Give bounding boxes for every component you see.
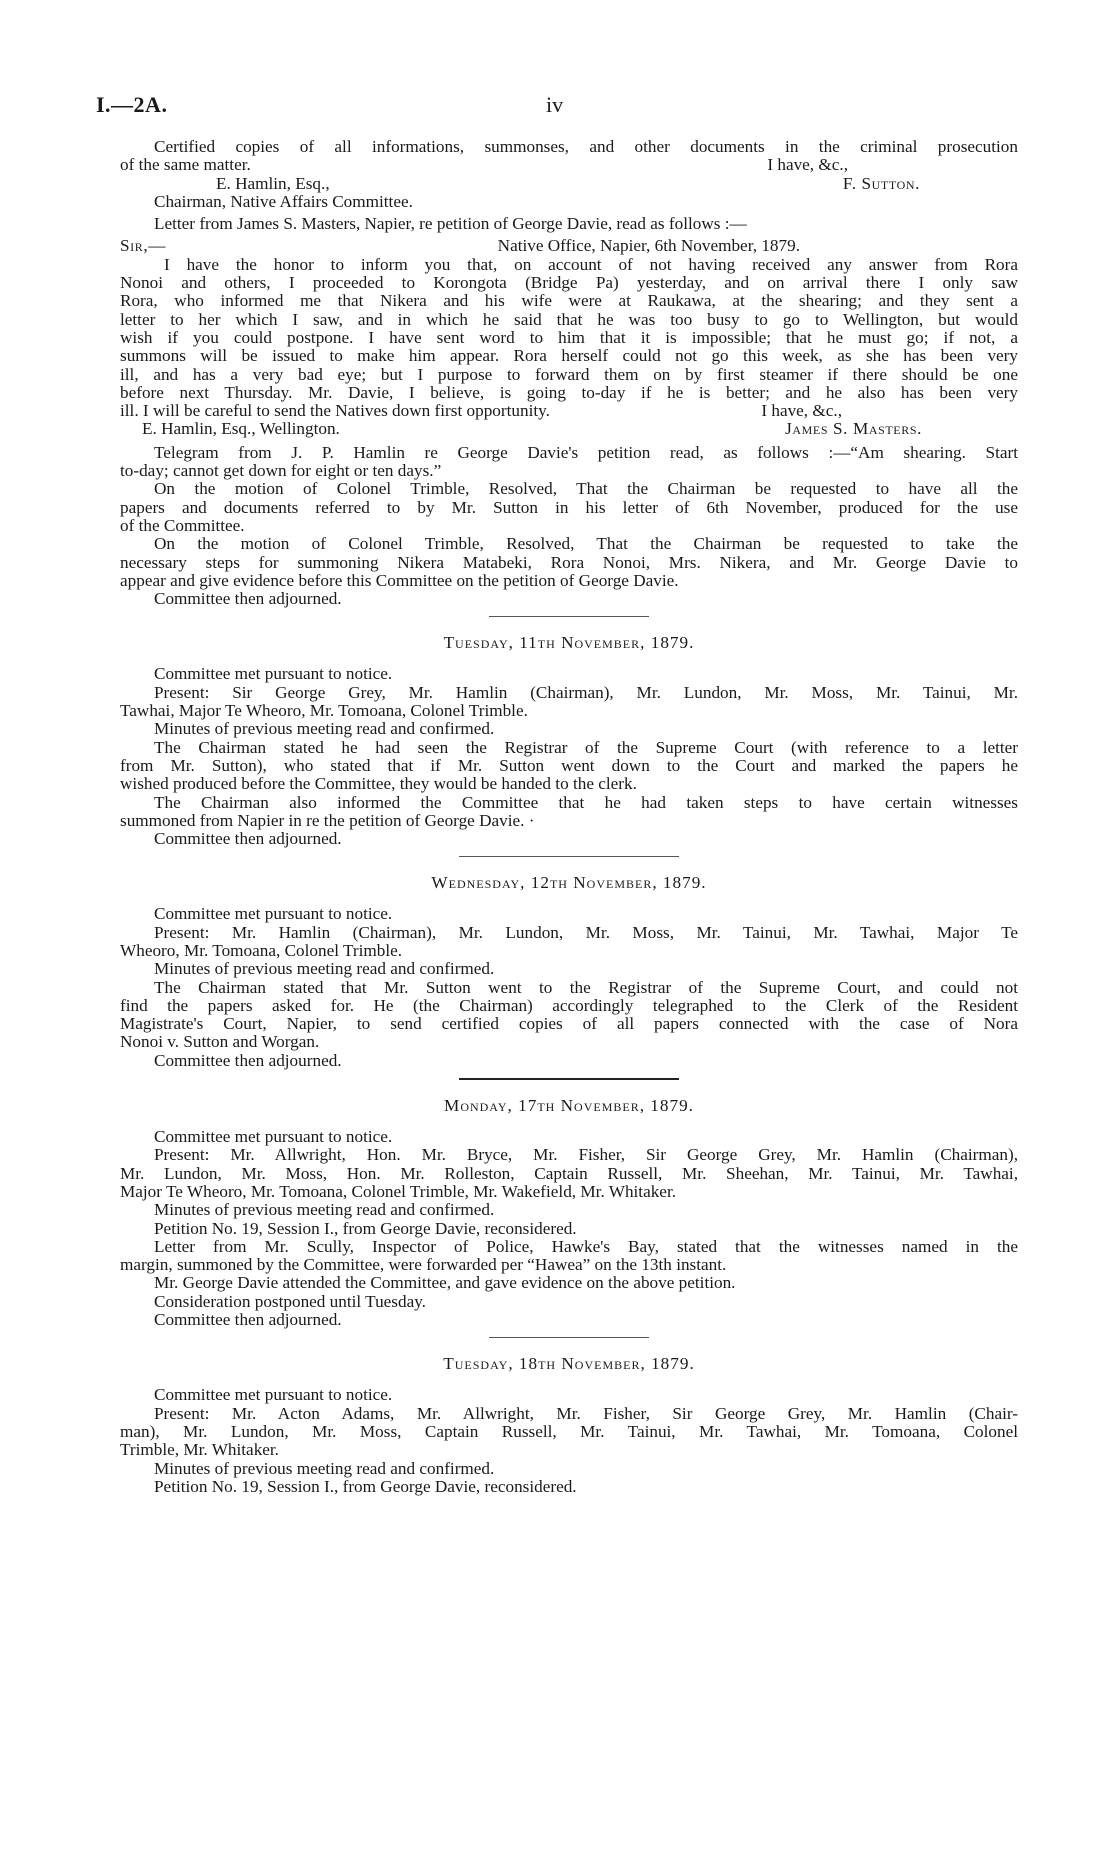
paragraph-line: [120, 175, 1018, 193]
present-line: man), Mr. Lundon, Mr. Moss, Captain Russell, Mr. Tainui, Mr. Tawhai, Mr. Tomoana, Colonel: [120, 1422, 1018, 1441]
motion-line: On the motion of Colonel Trimble, Resolved, That the Chairman be requested to have all the: [154, 480, 1018, 499]
section-heading: Wednesday, 12th November, 1879.: [431, 873, 707, 893]
adjourned-line: Committee then adjourned.: [154, 1050, 342, 1070]
paragraph-line: Committee met pursuant to notice.: [154, 1385, 393, 1405]
paragraph-line: find the papers asked for. He (the Chairman) accordingly telegraphed to the Clerk of the Resident: [120, 996, 1018, 1015]
section-heading: Monday, 17th November, 1879.: [444, 1096, 694, 1116]
paragraph-line: Nonoi v. Sutton and Worgan.: [120, 1032, 320, 1052]
letter-line: wish if you could postpone. I have sent word to him that it is impossible; that he must go; if not, a: [120, 328, 1018, 347]
paragraph-line: Minutes of previous meeting read and confirmed.: [154, 1200, 495, 1220]
signature: F. Sutton.: [842, 173, 920, 193]
paragraph-line: to-day; cannot get down for eight or ten days.”: [120, 461, 442, 481]
closing: I have, &c.,: [761, 401, 842, 421]
section-divider: [489, 1337, 649, 1338]
paragraph-line: wished produced before the Committee, they would be handed to the clerk.: [120, 774, 637, 794]
page-number: iv: [546, 92, 564, 117]
addressee: E. Hamlin, Esq.,: [216, 173, 330, 193]
paragraph-line: The Chairman stated that Mr. Sutton went to the Registrar of the Supreme Court, and could not: [154, 978, 1018, 997]
letter-line: I have the honor to inform you that, on account of not having received any answer from Rora: [164, 255, 1018, 274]
motion-line: of the Committee.: [120, 515, 245, 535]
motion-line: On the motion of Colonel Trimble, Resolved, That the Chairman be requested to take the: [154, 535, 1018, 554]
letter-line: letter to her which I saw, and in which he said that he was too busy to go to Wellington, but would: [120, 310, 1018, 329]
section-divider: [459, 856, 679, 857]
present-line: Tawhai, Major Te Wheoro, Mr. Tomoana, Colonel Trimble.: [120, 701, 528, 721]
section-divider: [489, 616, 649, 617]
letter-line: ill. I will be careful to send the Natives down first opportunity. I have, &c.,: [120, 402, 1018, 420]
paragraph-line: Petition No. 19, Session I., from George Davie, reconsidered.: [154, 1218, 577, 1238]
letter-intro: Letter from James S. Masters, Napier, re petition of George Davie, read as follows :—: [154, 214, 747, 234]
paragraph-line: Letter from Mr. Scully, Inspector of Police, Hawke's Bay, stated that the witnesses named in the: [154, 1237, 1018, 1256]
section-heading: Tuesday, 11th November, 1879.: [443, 633, 695, 653]
paper-reference: I.—2A.: [96, 92, 168, 117]
paragraph-line: Minutes of previous meeting read and confirmed.: [154, 959, 495, 979]
letter-line: before next Thursday. Mr. Davie, I believe, is going to-day if he is better; and he also has been very: [120, 383, 1018, 402]
paragraph-line: Committee met pursuant to notice.: [154, 1127, 393, 1147]
paragraph-line: The Chairman stated he had seen the Registrar of the Supreme Court (with reference to a letter: [154, 738, 1018, 757]
present-line: Trimble, Mr. Whitaker.: [120, 1440, 279, 1460]
present-line: Present: Mr. Hamlin (Chairman), Mr. Lundon, Mr. Moss, Mr. Tainui, Mr. Tawhai, Major Te: [154, 923, 1018, 942]
dateline: Native Office, Napier, 6th November, 1879.: [497, 236, 800, 256]
paragraph-line: Committee met pursuant to notice.: [154, 664, 393, 684]
paragraph-line: Minutes of previous meeting read and confirmed.: [154, 1458, 495, 1478]
paragraph-line: of the same matter. I have, &c.,: [120, 156, 1018, 174]
motion-line: papers and documents referred to by Mr. Sutton in his letter of 6th November, produced for the use: [120, 498, 1018, 517]
adjourned-line: Committee then adjourned.: [154, 1310, 342, 1330]
page-header: [96, 92, 1018, 116]
section-heading: Tuesday, 18th November, 1879.: [443, 1354, 695, 1374]
paragraph-line: Magistrate's Court, Napier, to send certified copies of all papers connected with the case of Nora: [120, 1015, 1018, 1034]
adjourned-line: Committee then adjourned.: [154, 589, 342, 609]
letter-line: [120, 420, 1018, 438]
present-line: Wheoro, Mr. Tomoana, Colonel Trimble.: [120, 940, 403, 960]
addressee-title: Chairman, Native Affairs Committee.: [154, 191, 413, 211]
paragraph-line: The Chairman also informed the Committee that he had taken steps to have certain witnesses: [154, 793, 1018, 812]
signature: James S. Masters.: [785, 419, 922, 439]
paragraph-line: margin, summoned by the Committee, were forwarded per “Hawea” on the 13th instant.: [120, 1255, 727, 1275]
adjourned-line: Committee then adjourned.: [154, 829, 342, 849]
paragraph-line: Telegram from J. P. Hamlin re George Davie's petition read, as follows :—“Am shearing. Start: [154, 443, 1018, 462]
paragraph-line: Minutes of previous meeting read and confirmed.: [154, 719, 495, 739]
present-line: Present: Mr. Allwright, Hon. Mr. Bryce, Mr. Fisher, Sir George Grey, Mr. Hamlin (Chairman),: [154, 1146, 1018, 1165]
paragraph-line: [120, 237, 1018, 255]
letter-line: Rora, who informed me that Nikera and his wife were at Raukawa, at the shearing; and they sent a: [120, 292, 1018, 311]
addressee: E. Hamlin, Esq., Wellington.: [142, 419, 340, 439]
motion-line: necessary steps for summoning Nikera Matabeki, Rora Nonoi, Mrs. Nikera, and Mr. George Davie to: [120, 553, 1018, 572]
section-divider: [459, 1078, 679, 1080]
paragraph-line: Certified copies of all informations, summonses, and other documents in the criminal prosecution: [154, 138, 1018, 156]
present-line: Major Te Wheoro, Mr. Tomoana, Colonel Trimble, Mr. Wakefield, Mr. Whitaker.: [120, 1181, 677, 1201]
paragraph-line: Petition No. 19, Session I., from George Davie, reconsidered.: [154, 1476, 577, 1496]
present-line: Present: Mr. Acton Adams, Mr. Allwright, Mr. Fisher, Sir George Grey, Mr. Hamlin (Chair-: [154, 1404, 1018, 1423]
motion-line: appear and give evidence before this Committee on the petition of George Davie.: [120, 570, 679, 590]
present-line: Mr. Lundon, Mr. Moss, Hon. Mr. Rolleston, Captain Russell, Mr. Sheehan, Mr. Tainui, Mr. Tawhai,: [120, 1164, 1018, 1183]
letter-line: Nonoi and others, I proceeded to Korongota (Bridge Pa) yesterday, and on arrival there I only saw: [120, 274, 1018, 293]
paragraph-line: Consideration postponed until Tuesday.: [154, 1291, 426, 1311]
paragraph-line: Committee met pursuant to notice.: [154, 904, 393, 924]
paragraph-line: from Mr. Sutton), who stated that if Mr. Sutton went down to the Court and marked the papers he: [120, 756, 1018, 775]
paragraph-line: Mr. George Davie attended the Committee, and gave evidence on the above petition.: [154, 1273, 736, 1293]
letter-line: summons will be issued to make him appear. Rora herself could not go this week, as she has been very: [120, 347, 1018, 366]
letter-line: ill, and has a very bad eye; but I purpose to forward them on by first steamer if there should be one: [120, 365, 1018, 384]
salutation: Sir,—: [120, 236, 167, 256]
closing: I have, &c.,: [767, 155, 848, 175]
present-line: Present: Sir George Grey, Mr. Hamlin (Chairman), Mr. Lundon, Mr. Moss, Mr. Tainui, Mr.: [154, 683, 1018, 702]
body-text: [120, 138, 1018, 1496]
paragraph-line: summoned from Napier in re the petition of George Davie. ·: [120, 810, 535, 830]
